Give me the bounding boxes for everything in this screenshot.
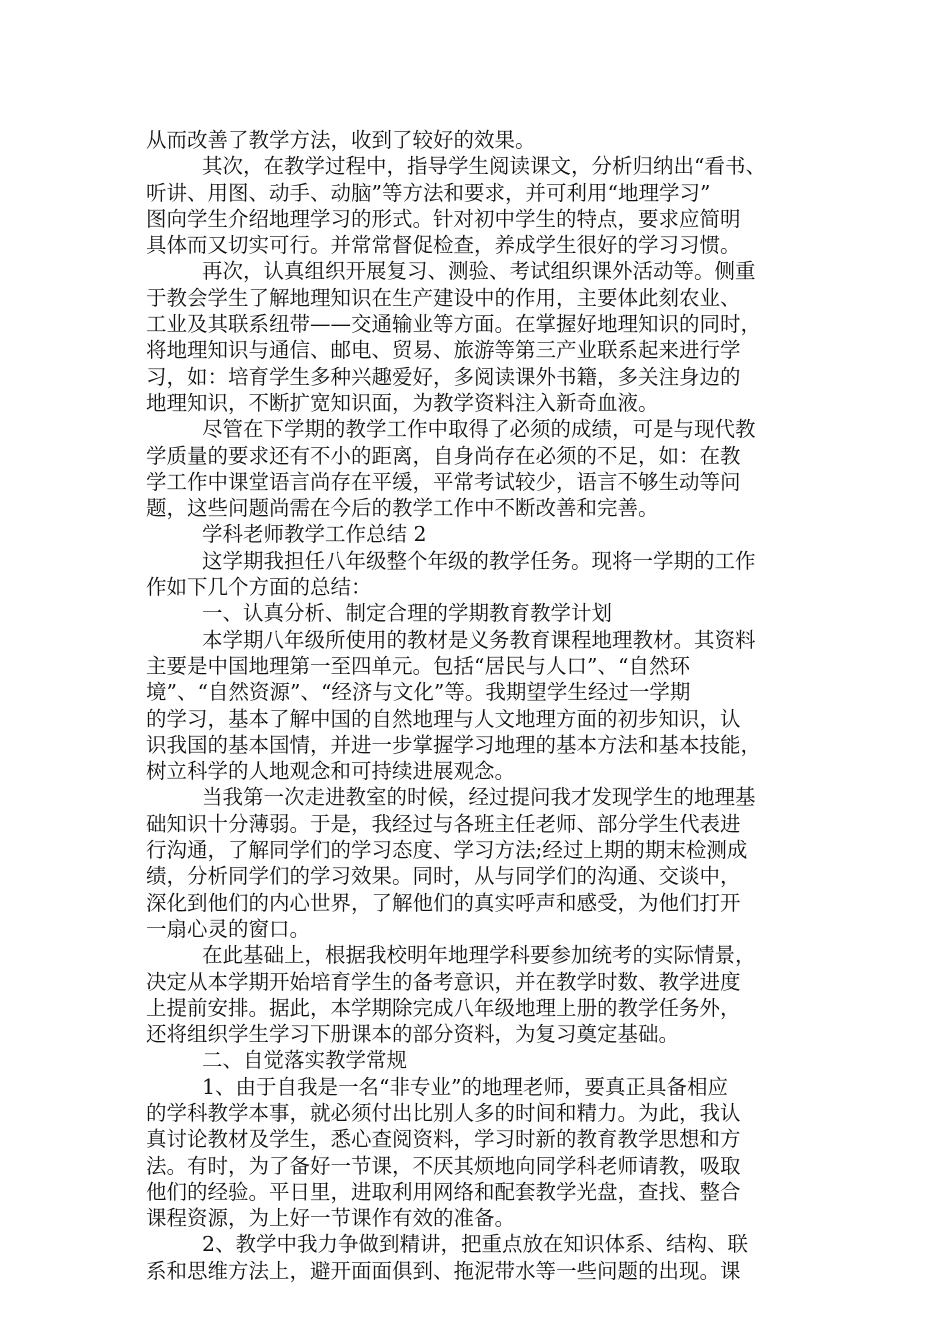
text-line: 将地理知识与通信、邮电、贸易、旅游等第三产业联系起来进行学 <box>146 338 741 363</box>
text-line: 2、教学中我力争做到精讲，把重点放在知识体系、结构、联 <box>202 1232 749 1257</box>
text-line: 题，这些问题尚需在今后的教学工作中不断改善和完善。 <box>146 496 659 521</box>
text-line: 作如下几个方面的总结： <box>146 575 372 600</box>
text-line: 从而改善了教学方法，收到了较好的效果。 <box>146 128 536 152</box>
text-line: 境”、“自然资源”、“经济与文化”等。我期望学生经过一学期 <box>146 680 691 705</box>
text-line: 行沟通，了解同学们的学习态度、学习方法;经过上期的期末检测成 <box>146 838 748 863</box>
text-line: 绩，分析同学们的学习效果。同时，从与同学们的沟通、交谈中， <box>146 864 741 889</box>
text-line: 1、由于自我是一名“非专业”的地理老师，要真正具备相应 <box>202 1074 729 1099</box>
text-line: 法。有时，为了备好一节课，不厌其烦地向同学科老师请教，吸取 <box>146 1153 741 1178</box>
text-line: 习，如：培育学生多种兴趣爱好，多阅读课外书籍，多关注身边的 <box>146 364 741 389</box>
text-line: 一扇心灵的窗口。 <box>146 916 310 941</box>
text-line: 课程资源，为上好一节课作有效的准备。 <box>146 1206 515 1231</box>
text-line: 在此基础上，根据我校明年地理学科要参加统考的实际情景， <box>202 943 756 968</box>
text-line: 他们的经验。平日里，进取利用网络和配套教学光盘，查找、整合 <box>146 1179 741 1204</box>
text-line: 的学习，基本了解中国的自然地理与人文地理方面的初步知识，认 <box>146 706 741 731</box>
text-line: 础知识十分薄弱。于是，我经过与各班主任老师、部分学生代表进 <box>146 811 741 836</box>
text-line: 于教会学生了解地理知识在生产建设中的作用，主要体此刻农业、 <box>146 285 741 310</box>
text-line: 地理知识，不断扩宽知识面，为教学资料注入新奇血液。 <box>146 390 659 415</box>
text-line: 学科老师教学工作总结 2 <box>202 522 427 547</box>
text-line: 尽管在下学期的教学工作中取得了必须的成绩，可是与现代教 <box>202 417 756 442</box>
text-line: 决定从本学期开始培育学生的备考意识，并在教学时数、教学进度 <box>146 969 741 994</box>
text-line: 二、自觉落实教学常规 <box>202 1048 407 1073</box>
document-body <box>146 127 826 1284</box>
text-line: 本学期八年级所使用的教材是义务教育课程地理教材。其资料 <box>202 627 756 652</box>
text-line: 识我国的基本国情，并进一步掌握学习地理的基本方法和基本技能， <box>146 732 761 757</box>
text-line: 系和思维方法上，避开面面俱到、拖泥带水等一些问题的出现。课 <box>146 1258 741 1283</box>
text-line: 还将组织学生学习下册课本的部分资料，为复习奠定基础。 <box>146 1022 679 1047</box>
text-line: 树立科学的人地观念和可持续进展观念。 <box>146 759 515 784</box>
text-line: 学工作中课堂语言尚存在平缓，平常考试较少，语言不够生动等问 <box>146 469 741 494</box>
text-line: 图向学生介绍地理学习的形式。针对初中学生的特点，要求应简明 <box>146 206 741 231</box>
text-line: 当我第一次走进教室的时候，经过提问我才发现学生的地理基 <box>202 785 756 810</box>
text-line: 的学科教学本事，就必须付出比别人多的时间和精力。为此，我认 <box>146 1100 741 1125</box>
text-line: 其次，在教学过程中，指导学生阅读课文，分析归纳出“看书、 <box>202 154 766 179</box>
text-line: 具体而又切实可行。并常常督促检查，养成学生很好的学习习惯。 <box>146 233 741 258</box>
text-line: 工业及其联系纽带——交通输业等方面。在掌握好地理知识的同时， <box>146 312 761 337</box>
text-line: 再次，认真组织开展复习、测验、考试组织课外活动等。侧重 <box>202 259 756 284</box>
text-line: 上提前安排。据此，本学期除完成八年级地理上册的教学任务外， <box>146 995 741 1020</box>
text-line: 听讲、用图、动手、动脑”等方法和要求，并可利用“地理学习” <box>146 180 711 205</box>
text-line: 学质量的要求还有不小的距离，自身尚存在必须的不足，如：在教 <box>146 443 741 468</box>
text-line: 深化到他们的内心世界，了解他们的真实呼声和感受，为他们打开 <box>146 890 741 915</box>
text-line: 真讨论教材及学生，悉心查阅资料，学习时新的教育教学思想和方 <box>146 1127 741 1152</box>
text-line: 一、认真分析、制定合理的学期教育教学计划 <box>202 601 612 626</box>
text-line: 这学期我担任八年级整个年级的教学任务。现将一学期的工作 <box>202 548 756 573</box>
text-line: 主要是中国地理第一至四单元。包括“居民与人口”、“自然环 <box>146 653 690 678</box>
